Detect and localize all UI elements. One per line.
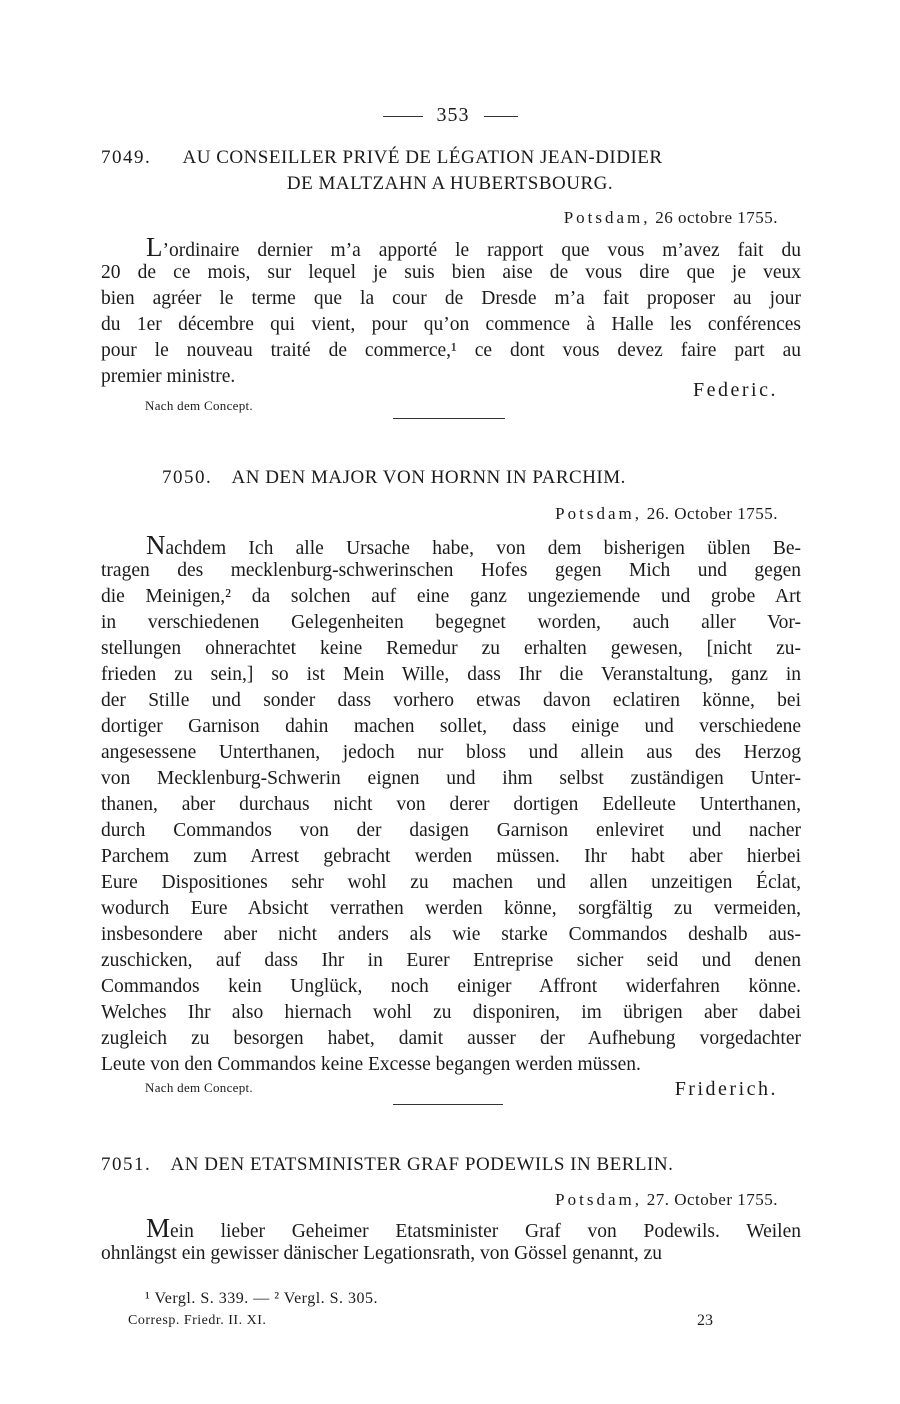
page-number-dash-left [383,116,423,117]
letter-number: 7049. [101,147,152,168]
footnotes: ¹ Vergl. S. 339. — ² Vergl. S. 305. [145,1290,379,1307]
body-line: Welches Ihr also hiernach wohl zu disponiren, im übrigen aber dabei [101,1002,801,1023]
body-line: Parchem zum Arrest gebracht werden müssen. Ihr habt aber hierbei [101,846,801,867]
body-line: angesessene Unterthanen, jedoch nur bloss und allein aus des Herzog [101,742,801,763]
letter-7050-dateline [555,504,778,524]
body-line: pour le nouveau traité de commerce,¹ ce dont vous devez faire part au [101,340,801,361]
letter-number: 7050. [162,467,213,488]
body-line: in verschiedenen Gelegenheiten begegnet worden, auch aller Vor- [101,612,801,633]
body-line: zuschicken, auf dass Ihr in Eurer Entreprise sicher seid und denen [101,950,801,971]
signature: Friderich. [674,1078,778,1100]
letter-7050-heading [162,467,626,489]
body-line: Leute von den Commandos keine Excesse begangen werden müssen. [101,1054,641,1075]
signature: Federic. [693,379,778,401]
body-line: dortiger Garnison dahin machen sollet, dass einige und verschiedene [101,716,801,737]
body-line: der Stille und sonder dass vorhero etwas davon eclatiren könne, bei [101,690,801,711]
body-line: bien agréer le terme que la cour de Dresde m’a fait proposer au jour [101,288,801,309]
dateline-date: 26. October 1755. [646,504,778,523]
section-rule [393,418,505,419]
body-line: insbesondere aber nicht anders als wie starke Commandos deshalb aus- [101,924,801,945]
dateline-date: 27. October 1755. [646,1190,778,1209]
body-line: premier ministre. [101,366,236,387]
page-number-dash-right [484,116,518,117]
body-line: Nachdem Ich alle Ursache habe, von dem bisherigen üblen Be- [146,532,801,560]
body-line: tragen des mecklenburg-schwerinschen Hofes gegen Mich und gegen [101,560,801,581]
letter-heading: AU CONSEILLER PRIVÉ DE LÉGATION JEAN-DIDIER [182,147,663,168]
letter-heading: AN DEN ETATSMINISTER GRAF PODEWILS IN BERLIN. [170,1154,674,1175]
letter-heading-line-2: DE MALTZAHN A HUBERTSBOURG. [286,173,614,194]
corresp-signature-mark: Corresp. Friedr. II. XI. [128,1313,267,1328]
source-note: Nach dem Concept. [145,1080,253,1095]
body-line: stellungen ohnerachtet keine Remedur zu erhalten gewesen, [nicht zu- [101,638,801,659]
body-line: Eure Dispositiones sehr wohl zu machen und allen unzeitigen Éclat, [101,872,801,893]
letter-7049-heading-line-1 [101,147,663,169]
sheet-number: 23 [697,1312,713,1329]
body-line: L’ordinaire dernier m’a apporté le rapport que vous m’avez fait du [146,234,801,262]
source-note: Nach dem Concept. [145,398,253,413]
body-line: thanen, aber durchaus nicht von derer dortigen Edelleute Unterthanen, [101,794,801,815]
letter-7051-heading [101,1154,673,1176]
letter-number: 7051. [101,1154,152,1175]
page-number: 353 [0,104,900,127]
body-line: frieden zu sein,] so ist Mein Wille, dass Ihr die Veranstaltung, ganz in [101,664,801,685]
letter-7051-dateline [555,1190,778,1210]
drop-initial: L [146,234,163,262]
body-line: die Meinigen,² da solchen auf eine ganz ungeziemende und grobe Art [101,586,801,607]
section-rule [393,1104,503,1105]
body-line: zugleich zu besorgen habet, damit ausser der Aufhebung vorgedachter [101,1028,801,1049]
body-line: 20 de ce mois, sur lequel je suis bien aise de vous dire que je veux [101,262,801,283]
body-line: von Mecklenburg-Schwerin eignen und ihm selbst zuständigen Unter- [101,768,801,789]
body-line: durch Commandos von der dasigen Garnison enleviret und nacher [101,820,801,841]
body-line: ohnlängst ein gewisser dänischer Legationsrath, von Gössel genannt, zu [101,1243,663,1264]
body-line: du 1er décembre qui vient, pour qu’on commence à Halle les conférences [101,314,801,335]
letter-heading: AN DEN MAJOR VON HORNN IN PARCHIM. [231,467,626,488]
dateline-place: Potsdam, [555,1190,642,1209]
dateline-date: 26 octobre 1755. [655,208,778,227]
body-line: wodurch Eure Absicht verrathen werden könne, sorgfältig zu vermeiden, [101,898,801,919]
body-line: Mein lieber Geheimer Etatsminister Graf von Podewils. Weilen [146,1215,801,1243]
drop-initial: M [146,1215,171,1243]
letter-7049-dateline [564,208,778,228]
dateline-place: Potsdam, [555,504,642,523]
drop-initial: N [146,532,166,560]
body-line: Commandos kein Unglück, noch einiger Affront widerfahren könne. [101,976,801,997]
dateline-place: Potsdam, [563,208,651,227]
